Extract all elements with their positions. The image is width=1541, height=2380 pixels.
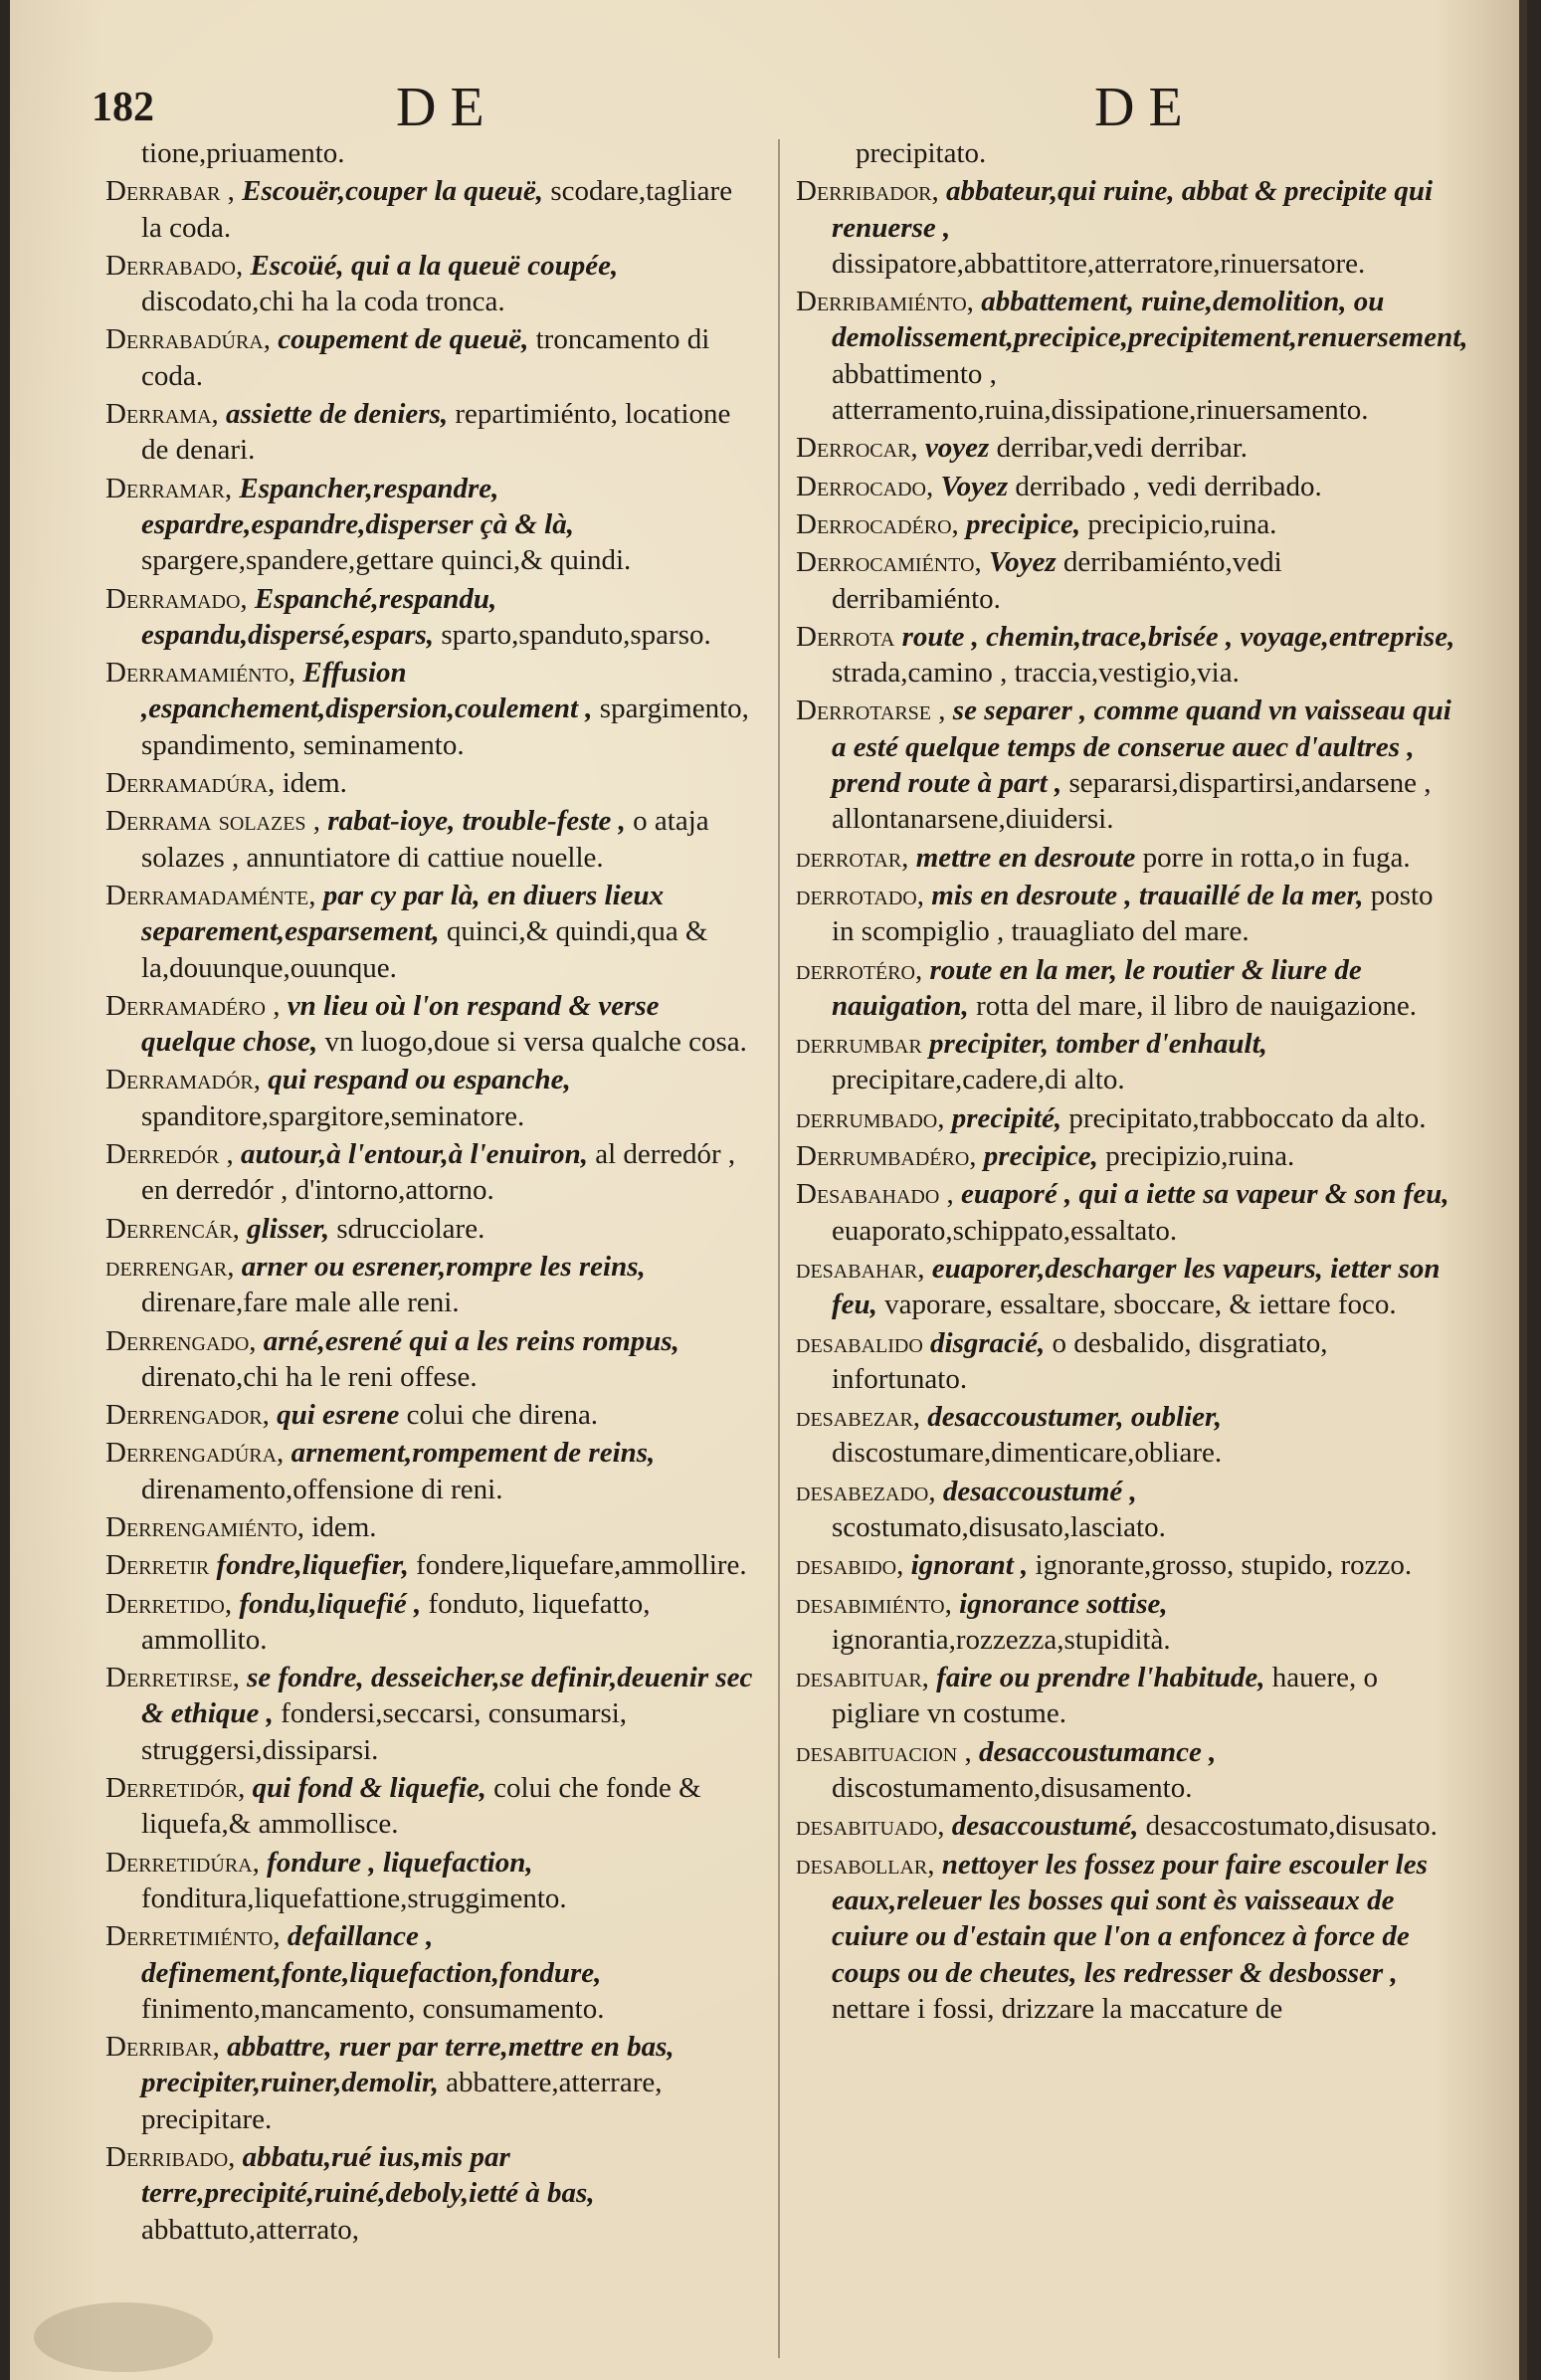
italian-gloss: sdrucciolare. <box>336 1212 485 1245</box>
italian-gloss: idem. <box>311 1510 377 1543</box>
italian-gloss: dissipatore,abbattitore,atterratore,rinuersatore. <box>832 247 1366 280</box>
headword: Derrocado, <box>796 470 934 502</box>
french-gloss: desaccoustumance , <box>978 1735 1217 1768</box>
page-number: 182 <box>92 85 154 130</box>
italian-gloss: spargere,spandere,gettare quinci,& quindi. <box>141 544 632 577</box>
headword: Derrumbadéro, <box>796 1140 977 1173</box>
italian-gloss: porre in rotta,o in fuga. <box>1142 841 1411 874</box>
headword: Derrengador, <box>105 1399 270 1432</box>
dictionary-entry <box>796 840 1456 876</box>
headword: derrotado, <box>796 879 924 911</box>
dictionary-entry <box>105 1586 758 1659</box>
italian-gloss: scostumato,disusato,lasciato. <box>832 1510 1166 1543</box>
headword: desabimiénto, <box>796 1587 952 1620</box>
italian-gloss: o ataja solazes , annuntiatore di cattiue nouelle. <box>141 805 709 874</box>
french-gloss: Espanché,respandu, espandu,dispersé,espars, <box>141 582 497 651</box>
french-gloss: euaporer,descharger les vapeurs, ietter son feu, <box>832 1252 1441 1321</box>
dictionary-entry <box>796 1251 1456 1323</box>
headword: Derramadór, <box>105 1064 261 1096</box>
italian-gloss: hauere, o pigliare vn costume. <box>832 1662 1379 1730</box>
headword: derrumbar <box>796 1028 922 1061</box>
headword: Derrabadúra, <box>105 323 271 356</box>
french-gloss: arner ou esrener,rompre les reins, <box>241 1250 646 1283</box>
french-gloss: arnement,rompement de reins, <box>290 1437 656 1470</box>
french-gloss: desaccoustumé , <box>942 1475 1137 1507</box>
italian-gloss: abbattimento , atterramento,ruina,dissipatione,rinuersamento. <box>832 357 1369 427</box>
french-gloss: glisser, <box>247 1212 330 1245</box>
dictionary-entry <box>796 952 1456 1025</box>
dictionary-entry <box>105 1918 758 2027</box>
french-gloss: abbateur,qui ruine, abbat & precipite qui renuerse , <box>832 175 1434 244</box>
italian-gloss: colui che fonde & liquefa,& ammollisce. <box>141 1772 701 1841</box>
dictionary-entry <box>796 1847 1456 2027</box>
dictionary-entry <box>105 581 758 654</box>
french-gloss: assiette de deniers, <box>226 398 449 431</box>
dictionary-entry <box>796 1474 1456 1546</box>
dictionary-entry <box>105 1136 758 1209</box>
dictionary-entry <box>796 1586 1456 1659</box>
headword: Derrabar , <box>105 175 235 208</box>
headword: Derramadéro , <box>105 989 281 1022</box>
italian-gloss: direnato,chi ha le reni offese. <box>141 1360 478 1393</box>
french-gloss: abbatu,rué ius,mis par terre,precipité,ruiné,deboly,ietté à bas, <box>141 2141 595 2210</box>
french-gloss: route en la mer, le routier & liure de nauigation, <box>832 953 1362 1022</box>
dictionary-entry <box>796 1325 1456 1398</box>
french-gloss: Effusion ,espanchement,dispersion,coulement , <box>141 657 593 725</box>
french-gloss: qui respand ou espanche, <box>268 1064 571 1096</box>
italian-gloss: strada,camino , traccia,vestigio,via. <box>832 657 1240 690</box>
italian-gloss: spanditore,spargitore,seminatore. <box>141 1099 525 1132</box>
page-edge <box>1519 0 1527 2380</box>
french-gloss: qui esrene <box>277 1399 400 1432</box>
italian-gloss: abbattere,atterrare, precipitare. <box>141 2067 663 2135</box>
left-column <box>105 135 758 2250</box>
dictionary-entry <box>796 878 1456 950</box>
dictionary-entry <box>105 1062 758 1134</box>
italian-gloss: nettare i fossi, drizzare la maccature de <box>832 1992 1283 2025</box>
french-gloss: defaillance , definement,fonte,liquefaction,fondure, <box>141 1920 602 1989</box>
headword: Derramado, <box>105 582 248 615</box>
headword: Derrotarse , <box>796 694 946 727</box>
dictionary-entry <box>105 1770 758 1843</box>
french-gloss: rabat-ioye, trouble-feste , <box>327 805 626 838</box>
dictionary-entry <box>796 1734 1456 1807</box>
dictionary-entry <box>796 1026 1456 1098</box>
italian-gloss: posto in scompiglio , trauagliato del mare. <box>832 879 1434 948</box>
italian-gloss: fonduto, liquefatto, ammollito. <box>141 1587 651 1656</box>
dictionary-entry <box>796 1176 1456 1249</box>
italian-gloss: finimento,mancamento, consumamento. <box>141 1992 605 2025</box>
french-gloss: precipice, <box>983 1140 1098 1173</box>
french-gloss: abbattement, ruine,demolition, ou demolissement,precipice,precipitement,renuersement, <box>832 286 1468 354</box>
headword: Derrocamiénto, <box>796 546 982 579</box>
headword: Derrengado, <box>105 1324 257 1357</box>
dictionary-entry <box>796 1808 1456 1844</box>
headword: Derretimiénto, <box>105 1920 281 1953</box>
dictionary-entry <box>105 321 758 394</box>
headword: Derribado, <box>105 2141 236 2174</box>
french-gloss: precipiter, tomber d'enhault, <box>928 1028 1267 1061</box>
italian-gloss: scodare,tagliare la coda. <box>141 175 733 244</box>
french-gloss: vn lieu où l'on respand & verse quelque chose, <box>141 989 660 1059</box>
dictionary-entry <box>796 173 1456 282</box>
french-gloss: arné,esrené qui a les reins rompus, <box>263 1324 679 1357</box>
french-gloss: Escoüé, qui a la queuë coupée, <box>250 249 619 282</box>
french-gloss: mis en desroute , trauaillé de la mer, <box>931 879 1364 911</box>
headword: desabituacion , <box>796 1735 972 1768</box>
french-gloss: mettre en desroute <box>915 841 1136 874</box>
headword: derrotéro, <box>796 953 923 986</box>
italian-gloss: abbattuto,atterrato, <box>141 2213 360 2246</box>
headword: desabituar, <box>796 1662 929 1694</box>
dictionary-entry <box>796 693 1456 837</box>
french-gloss: ignorant , <box>910 1549 1029 1582</box>
italian-gloss: ignorante,grosso, stupido, rozzo. <box>1035 1549 1413 1582</box>
french-gloss: faire ou prendre l'habitude, <box>936 1662 1265 1694</box>
headword: Derramamiénto, <box>105 657 296 690</box>
headword: Derretirse, <box>105 1662 240 1694</box>
headword: Derrocadéro, <box>796 507 959 540</box>
dictionary-entry <box>105 655 758 763</box>
french-gloss: precipice, <box>966 507 1081 540</box>
dictionary-entry <box>796 469 1456 504</box>
headword: desabollar, <box>796 1848 935 1881</box>
italian-gloss: desaccostumato,disusato. <box>1145 1810 1438 1843</box>
italian-gloss: rotta del mare, il libro de nauigazione. <box>976 989 1417 1022</box>
italian-gloss: spargimento, spandimento, seminamento. <box>141 693 749 761</box>
italian-gloss: fondere,liquefare,ammollire. <box>416 1549 747 1582</box>
italian-gloss: ignorantia,rozzezza,stupidità. <box>832 1623 1171 1656</box>
headword: Derretir <box>105 1549 210 1582</box>
dictionary-entry <box>796 1399 1456 1472</box>
dictionary-entry <box>105 1397 758 1433</box>
headword: derrumbado, <box>796 1101 945 1134</box>
french-gloss: Espancher,respandre, espardre,espandre,disperser çà & là, <box>141 472 574 540</box>
french-gloss: Voyez <box>940 470 1009 502</box>
french-gloss: fondu,liquefié , <box>239 1587 422 1620</box>
dictionary-entry <box>796 544 1456 617</box>
headword: Derredór , <box>105 1138 234 1171</box>
french-gloss: desaccoustumé, <box>951 1810 1139 1843</box>
dictionary-entry <box>796 1100 1456 1136</box>
dictionary-entry <box>105 765 758 801</box>
dictionary-entry <box>796 1138 1456 1174</box>
italian-gloss: idem. <box>282 767 347 800</box>
headword: Derrama solazes , <box>105 805 321 838</box>
french-gloss: fondure , liquefaction, <box>267 1846 533 1879</box>
dictionary-entry <box>105 248 758 320</box>
dictionary-entry <box>796 284 1468 428</box>
italian-gloss: tione,priuamento. <box>141 137 345 169</box>
italian-gloss: euaporato,schippato,essaltato. <box>832 1214 1178 1247</box>
french-gloss: precipité, <box>951 1101 1062 1134</box>
right-running-head: DE <box>1094 77 1197 138</box>
french-gloss: se fondre, desseicher,se definir,deuenir sec & ethique , <box>141 1662 753 1730</box>
dictionary-entry <box>105 2139 758 2248</box>
italian-gloss: derribado , vedi derribado. <box>1015 470 1322 502</box>
page-header <box>10 70 1527 139</box>
italian-gloss: al derredór , en derredór , d'intorno,attorno. <box>141 1138 736 1207</box>
french-gloss: se separer , comme quand vn vaisseau qui a esté quelque temps de conserue auec d'aultres , prend route à part , <box>832 694 1451 800</box>
italian-gloss: derribar,vedi derribar. <box>996 432 1249 465</box>
french-gloss: Voyez <box>988 546 1057 579</box>
headword: Derretidúra, <box>105 1846 260 1879</box>
dictionary-entry <box>105 2029 758 2137</box>
headword: derrotar, <box>796 841 909 874</box>
italian-gloss: precipizio,ruina. <box>1105 1140 1295 1173</box>
dictionary-entry <box>796 506 1456 542</box>
italian-gloss: discostumare,dimenticare,obliare. <box>832 1437 1223 1470</box>
headword: Derrota <box>796 620 895 653</box>
dictionary-entry <box>105 1547 758 1583</box>
column-divider <box>778 139 780 2358</box>
italian-gloss: precipicio,ruina. <box>1087 507 1277 540</box>
italian-gloss: repartimiénto, locatione de denari. <box>141 398 731 467</box>
italian-gloss: discostumamento,disusamento. <box>832 1772 1193 1805</box>
french-gloss: euaporé , qui a iette sa vapeur & son feu, <box>961 1178 1449 1211</box>
italian-gloss: precipitato,trabboccato da alto. <box>1068 1101 1427 1134</box>
french-gloss: fondre,liquefier, <box>216 1549 409 1582</box>
headword: Derramadaménte, <box>105 879 316 911</box>
headword: Derramar, <box>105 472 233 504</box>
italian-gloss: fonditura,liquefattione,struggimento. <box>141 1882 567 1914</box>
headword: Derribar, <box>105 2031 220 2064</box>
italian-gloss: quinci,& quindi,qua & la,douunque,ouunque. <box>141 915 708 984</box>
dictionary-entry <box>105 1845 758 1917</box>
french-gloss: autour,à l'entour,à l'enuiron, <box>241 1138 588 1171</box>
headword: Derretidór, <box>105 1772 246 1805</box>
headword: Derrencár, <box>105 1212 240 1245</box>
italian-gloss: direnare,fare male alle reni. <box>141 1287 460 1319</box>
dictionary-entry <box>105 803 758 876</box>
dictionary-entry <box>105 1660 758 1768</box>
italian-gloss: colui che direna. <box>406 1399 599 1432</box>
headword: Derribador, <box>796 175 939 208</box>
french-gloss: route , chemin,trace,brisée , voyage,entreprise, <box>901 620 1455 653</box>
dictionary-entry <box>105 173 758 246</box>
italian-gloss: precipitato. <box>856 137 987 169</box>
dictionary-entry <box>105 1323 758 1396</box>
headword: desabalido <box>796 1326 923 1359</box>
headword: Derrengadúra, <box>105 1437 285 1470</box>
dictionary-entry <box>796 430 1456 466</box>
french-gloss: abbattre, ruer par terre,mettre en bas, precipiter,ruiner,demolir, <box>141 2031 674 2099</box>
italian-gloss: o desbalido, disgratiato, infortunato. <box>832 1326 1328 1395</box>
headword: Derramadúra, <box>105 767 276 800</box>
italian-gloss: discodato,chi ha la coda tronca. <box>141 286 505 318</box>
italian-gloss: precipitare,cadere,di alto. <box>832 1064 1125 1096</box>
french-gloss: qui fond & liquefie, <box>252 1772 486 1805</box>
headword: Derrabado, <box>105 249 244 282</box>
dictionary-entry <box>105 135 758 171</box>
italian-gloss: vaporare, essaltare, sboccare, & iettare foco. <box>884 1289 1397 1321</box>
headword: Derribamiénto, <box>796 286 974 318</box>
dictionary-entry <box>105 1435 758 1507</box>
left-running-head: DE <box>396 77 498 138</box>
dictionary-entry <box>105 878 758 986</box>
dictionary-entry <box>796 1660 1456 1732</box>
italian-gloss: separarsi,dispartirsi,andarsene , allontanarsene,diuidersi. <box>832 767 1432 836</box>
french-gloss: coupement de queuë, <box>278 323 529 356</box>
dictionary-entry <box>105 471 758 579</box>
headword: desabituado, <box>796 1810 945 1843</box>
french-gloss: nettoyer les fossez pour faire escouler les eaux,releuer les bosses qui sont ès vaisseaux de cuiure ou d'estain que l'on a enfoncez à force de coups ou de cheutes, les redresser & desbosser , <box>832 1848 1428 1989</box>
headword: Derrengamiénto, <box>105 1510 305 1543</box>
headword: desabahar, <box>796 1252 925 1285</box>
french-gloss: ignorance sottise, <box>959 1587 1168 1620</box>
dictionary-entry <box>796 1547 1456 1583</box>
headword: derrengar, <box>105 1250 235 1283</box>
italian-gloss: troncamento di coda. <box>141 323 710 392</box>
dictionary-entry <box>105 1509 758 1545</box>
dictionary-entry <box>796 135 1456 171</box>
dictionary-entry <box>105 1211 758 1247</box>
french-gloss: disgracié, <box>930 1326 1046 1359</box>
headword: Derretido, <box>105 1587 233 1620</box>
french-gloss: desaccoustumer, oublier, <box>927 1401 1222 1434</box>
dictionary-entry <box>796 619 1456 692</box>
dictionary-page <box>10 0 1527 2380</box>
right-column <box>796 135 1468 2029</box>
italian-gloss: direnamento,offensione di reni. <box>141 1473 503 1505</box>
headword: Derrama, <box>105 398 219 431</box>
headword: desabezado, <box>796 1475 936 1507</box>
italian-gloss: sparto,spanduto,sparso. <box>441 618 711 651</box>
headword: desabezar, <box>796 1401 921 1434</box>
dictionary-entry <box>105 396 758 469</box>
headword: Desabahado , <box>796 1178 954 1211</box>
french-gloss: voyez <box>924 432 990 465</box>
italian-gloss: derribamiénto,vedi derribamiénto. <box>832 546 1282 615</box>
italian-gloss: fondersi,seccarsi, consumarsi, struggersi,dissiparsi. <box>141 1697 628 1766</box>
dictionary-entry <box>105 988 758 1061</box>
italian-gloss: vn luogo,doue si versa qualche cosa. <box>324 1026 747 1059</box>
headword: Derrocar, <box>796 432 918 465</box>
paper-stain <box>34 2302 213 2372</box>
headword: desabido, <box>796 1549 904 1582</box>
dictionary-entry <box>105 1249 758 1321</box>
french-gloss: Escouër,couper la queuë, <box>242 175 544 208</box>
french-gloss: par cy par là, en diuers lieux separement,esparsement, <box>141 879 665 948</box>
